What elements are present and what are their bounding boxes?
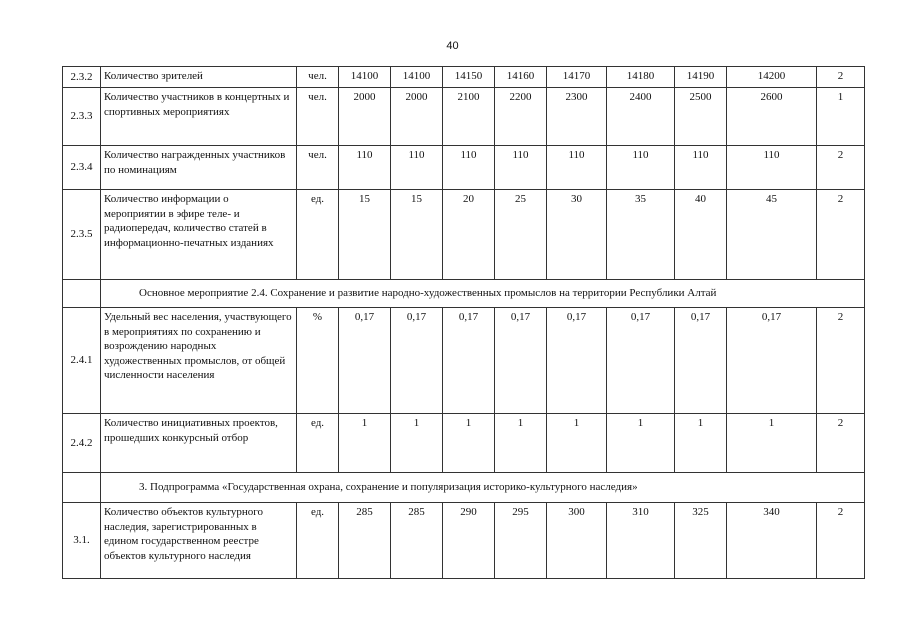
value-cell: 1	[339, 414, 391, 473]
unit-cell: ед.	[297, 190, 339, 280]
table-row	[63, 88, 865, 146]
value-cell: 14100	[339, 67, 391, 88]
last-cell: 2	[817, 308, 865, 414]
indicators-table	[62, 66, 865, 579]
page-number: 40	[446, 40, 459, 52]
value-cell: 15	[391, 190, 443, 280]
value-cell: 0,17	[607, 308, 675, 414]
value-cell: 285	[339, 503, 391, 579]
table-row	[63, 308, 865, 414]
value-cell: 2300	[547, 88, 607, 146]
value-cell: 2200	[495, 88, 547, 146]
indicator-name: Количество инициативных проектов, прошедших конкурсный отбор	[101, 414, 297, 473]
value-cell: 110	[547, 146, 607, 190]
value-cell: 110	[607, 146, 675, 190]
section-row	[63, 280, 865, 308]
last-cell: 2	[817, 414, 865, 473]
value-cell: 2000	[391, 88, 443, 146]
section-title: Основное мероприятие 2.4. Сохранение и развитие народно-художественных промыслов на территории Республики Алтай	[101, 280, 865, 308]
indicator-name: Количество участников в концертных и спортивных мероприятиях	[101, 88, 297, 146]
row-number-cell	[63, 473, 101, 503]
last-cell: 1	[817, 88, 865, 146]
value-cell: 0,17	[547, 308, 607, 414]
value-cell: 110	[675, 146, 727, 190]
value-cell: 2400	[607, 88, 675, 146]
value-cell: 2100	[443, 88, 495, 146]
value-cell: 14150	[443, 67, 495, 88]
value-cell: 14180	[607, 67, 675, 88]
value-cell: 1	[547, 414, 607, 473]
value-cell: 0,17	[727, 308, 817, 414]
row-number: 3.1.	[63, 503, 101, 579]
unit-cell: чел.	[297, 146, 339, 190]
section-title: 3. Подпрограмма «Государственная охрана, сохранение и популяризация историко-культурного наследия»	[101, 473, 865, 503]
unit-cell: %	[297, 308, 339, 414]
last-cell: 2	[817, 503, 865, 579]
indicator-name: Количество зрителей	[101, 67, 297, 88]
value-cell: 295	[495, 503, 547, 579]
table-row	[63, 67, 865, 88]
table-row	[63, 146, 865, 190]
value-cell: 2000	[339, 88, 391, 146]
value-cell: 25	[495, 190, 547, 280]
last-cell: 2	[817, 67, 865, 88]
row-number: 2.3.2	[63, 67, 101, 88]
row-number: 2.3.5	[63, 190, 101, 280]
value-cell: 300	[547, 503, 607, 579]
value-cell: 20	[443, 190, 495, 280]
value-cell: 340	[727, 503, 817, 579]
row-number-cell	[63, 280, 101, 308]
value-cell: 14170	[547, 67, 607, 88]
section-row	[63, 473, 865, 503]
value-cell: 2600	[727, 88, 817, 146]
value-cell: 35	[607, 190, 675, 280]
row-number: 2.4.2	[63, 414, 101, 473]
value-cell: 14100	[391, 67, 443, 88]
value-cell: 0,17	[339, 308, 391, 414]
value-cell: 110	[727, 146, 817, 190]
row-number: 2.3.4	[63, 146, 101, 190]
value-cell: 0,17	[675, 308, 727, 414]
value-cell: 30	[547, 190, 607, 280]
value-cell: 0,17	[391, 308, 443, 414]
value-cell: 45	[727, 190, 817, 280]
unit-cell: чел.	[297, 67, 339, 88]
value-cell: 14190	[675, 67, 727, 88]
value-cell: 110	[339, 146, 391, 190]
value-cell: 1	[495, 414, 547, 473]
value-cell: 40	[675, 190, 727, 280]
value-cell: 310	[607, 503, 675, 579]
value-cell: 110	[391, 146, 443, 190]
value-cell: 0,17	[443, 308, 495, 414]
indicator-name: Количество объектов культурного наследия, зарегистрированных в едином государственном реестре объектов культурного наследия	[101, 503, 297, 579]
indicator-name: Удельный вес населения, участвующего в мероприятиях по сохранению и возрождению народных художественных промыслов, от общей численности населения	[101, 308, 297, 414]
unit-cell: чел.	[297, 88, 339, 146]
last-cell: 2	[817, 190, 865, 280]
value-cell: 1	[443, 414, 495, 473]
value-cell: 1	[727, 414, 817, 473]
indicator-name: Количество информации о мероприятии в эфире теле- и радиопередач, количество статей в информационно-печатных изданиях	[101, 190, 297, 280]
value-cell: 325	[675, 503, 727, 579]
table-row	[63, 503, 865, 579]
value-cell: 15	[339, 190, 391, 280]
indicator-name: Количество награжденных участников по номинациям	[101, 146, 297, 190]
value-cell: 1	[675, 414, 727, 473]
value-cell: 1	[607, 414, 675, 473]
value-cell: 0,17	[495, 308, 547, 414]
value-cell: 2500	[675, 88, 727, 146]
row-number: 2.3.3	[63, 88, 101, 146]
value-cell: 290	[443, 503, 495, 579]
value-cell: 14200	[727, 67, 817, 88]
value-cell: 1	[391, 414, 443, 473]
value-cell: 110	[443, 146, 495, 190]
row-number: 2.4.1	[63, 308, 101, 414]
unit-cell: ед.	[297, 414, 339, 473]
last-cell: 2	[817, 146, 865, 190]
value-cell: 110	[495, 146, 547, 190]
value-cell: 14160	[495, 67, 547, 88]
table-row	[63, 414, 865, 473]
value-cell: 285	[391, 503, 443, 579]
table-row	[63, 190, 865, 280]
unit-cell: ед.	[297, 503, 339, 579]
